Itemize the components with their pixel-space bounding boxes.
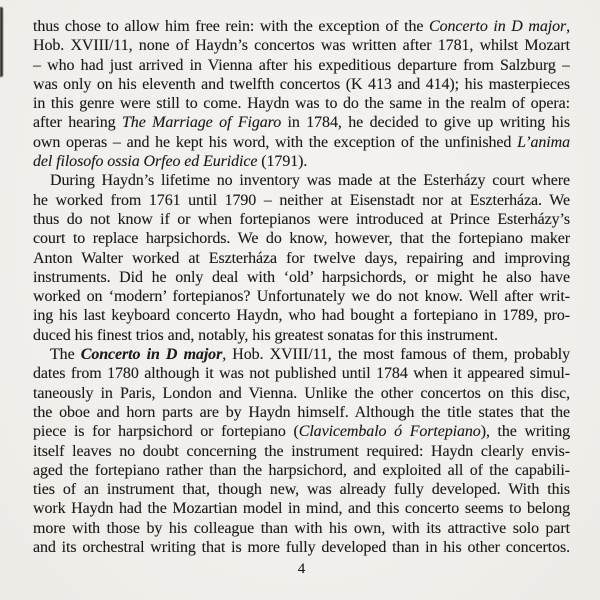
text-run: duced his finest trios and, notably, his greatest sonatas for this instrument. xyxy=(33,326,498,344)
text-line xyxy=(33,152,570,171)
text-run: – who had just arrived in Vienna after his expeditious departure from Salzburg – xyxy=(33,56,570,74)
text-run: own operas – and he kept his word, with the exception of the unfinished xyxy=(33,133,518,151)
text-line xyxy=(33,326,570,345)
text-run: was only on his eleventh and twelfth concertos (K 413 and 414); his masterpieces xyxy=(33,75,570,93)
text-run: Hob. XVIII/11, none of Haydn’s concertos was written after 1781, whilst Mozart xyxy=(33,37,570,55)
work-title-text-run: del filosofo ossia Orfeo ed Euridice xyxy=(33,153,258,171)
text-run: ), the writing xyxy=(480,423,570,441)
text-run: in 1784, he decided to give up writing his xyxy=(281,114,570,132)
work-title-text-run: The Marriage of Figaro xyxy=(122,114,282,132)
page-text xyxy=(33,17,570,557)
text-run: taneously in Paris, London and Vienna. Unlike the other concertos on this disc, xyxy=(33,384,570,402)
text-run: ing his last keyboard concerto Haydn, who had bought a fortepiano in 1789, pro- xyxy=(33,307,570,325)
text-run: piece is for harpsichord or fortepiano ( xyxy=(33,423,299,441)
text-run: worked on ‘modern’ fortepianos? Unfortunately we do not know. Well after writ- xyxy=(33,288,570,306)
text-line xyxy=(33,36,570,55)
text-run: aged the fortepiano rather than the harpsichord, and exploited all of the capabili- xyxy=(33,461,570,479)
text-line xyxy=(33,249,570,268)
paragraph xyxy=(33,17,570,171)
text-line xyxy=(33,306,570,325)
text-line xyxy=(33,229,570,248)
text-run: instruments. Did he only deal with ‘old’ harpsichords, or might he also have xyxy=(33,268,570,286)
work-title-text-run: L’anima xyxy=(517,133,570,151)
text-line xyxy=(33,364,570,383)
text-line xyxy=(33,499,570,518)
text-line xyxy=(33,480,570,499)
page-number: 4 xyxy=(297,561,306,577)
work-title-text-run: Concerto in D major xyxy=(80,346,223,364)
text-line xyxy=(33,422,570,441)
text-run: and its orchestral writing that is more fully developed than in his other concertos. xyxy=(33,539,570,557)
text-run: thus chose to allow him free rein: with the exception of the xyxy=(33,18,429,35)
paragraph xyxy=(33,345,570,557)
text-run: court to replace harpsichords. We do know, however, that the fortepiano maker xyxy=(33,230,570,248)
text-line xyxy=(33,384,570,403)
text-run: Anton Walter worked at Eszterháza for twelve days, repairing and improving xyxy=(33,249,570,267)
text-line xyxy=(33,171,570,190)
text-line xyxy=(33,287,570,306)
text-run: , xyxy=(566,18,570,35)
text-line xyxy=(33,268,570,287)
text-run: ties of an instrument that, though new, was already fully developed. With this xyxy=(33,481,570,499)
work-title-text-run: Concerto in D major xyxy=(429,18,567,35)
text-line xyxy=(33,403,570,422)
text-line xyxy=(33,442,570,461)
text-line xyxy=(33,17,570,36)
text-run: after hearing xyxy=(33,114,122,132)
text-line xyxy=(33,75,570,94)
text-line xyxy=(33,191,570,210)
text-line xyxy=(33,56,570,75)
text-run: The xyxy=(50,346,81,364)
text-line xyxy=(33,538,570,557)
text-line xyxy=(33,519,570,538)
text-line xyxy=(33,345,570,364)
text-run: the oboe and horn parts are by Haydn himself. Although the title states that the xyxy=(33,403,570,421)
text-line xyxy=(33,94,570,113)
text-run: (1791). xyxy=(257,153,308,171)
text-line xyxy=(33,461,570,480)
text-run: itself leaves no doubt concerning the instrument required: Haydn clearly envis- xyxy=(33,442,570,460)
paragraph xyxy=(33,171,570,345)
work-title-text-run: Clavicembalo ó Fortepiano xyxy=(298,423,481,441)
text-line xyxy=(33,133,570,152)
text-run: dates from 1780 although it was not published until 1784 when it appeared simul- xyxy=(33,365,570,383)
text-run: more with those by his colleague than with his own, with its attractive solo part xyxy=(33,519,570,537)
text-run: During Haydn’s lifetime no inventory was made at the Esterházy court where xyxy=(50,172,570,190)
text-line xyxy=(33,113,570,132)
text-run: he worked from 1761 until 1790 – neither at Eisenstadt nor at Eszterháza. We xyxy=(33,191,570,209)
text-run: work Haydn had the Mozartian model in mind, and this concerto seems to belong xyxy=(33,500,570,518)
text-run: , Hob. XVIII/11, the most famous of them, probably xyxy=(222,346,570,364)
scan-edge-artifact xyxy=(0,7,3,77)
text-line xyxy=(33,210,570,229)
text-run: in this genre were still to come. Haydn was to do the same in the realm of opera: xyxy=(33,95,570,113)
text-run: thus do not know if or when fortepianos were introduced at Prince Esterházy’s xyxy=(33,210,570,228)
